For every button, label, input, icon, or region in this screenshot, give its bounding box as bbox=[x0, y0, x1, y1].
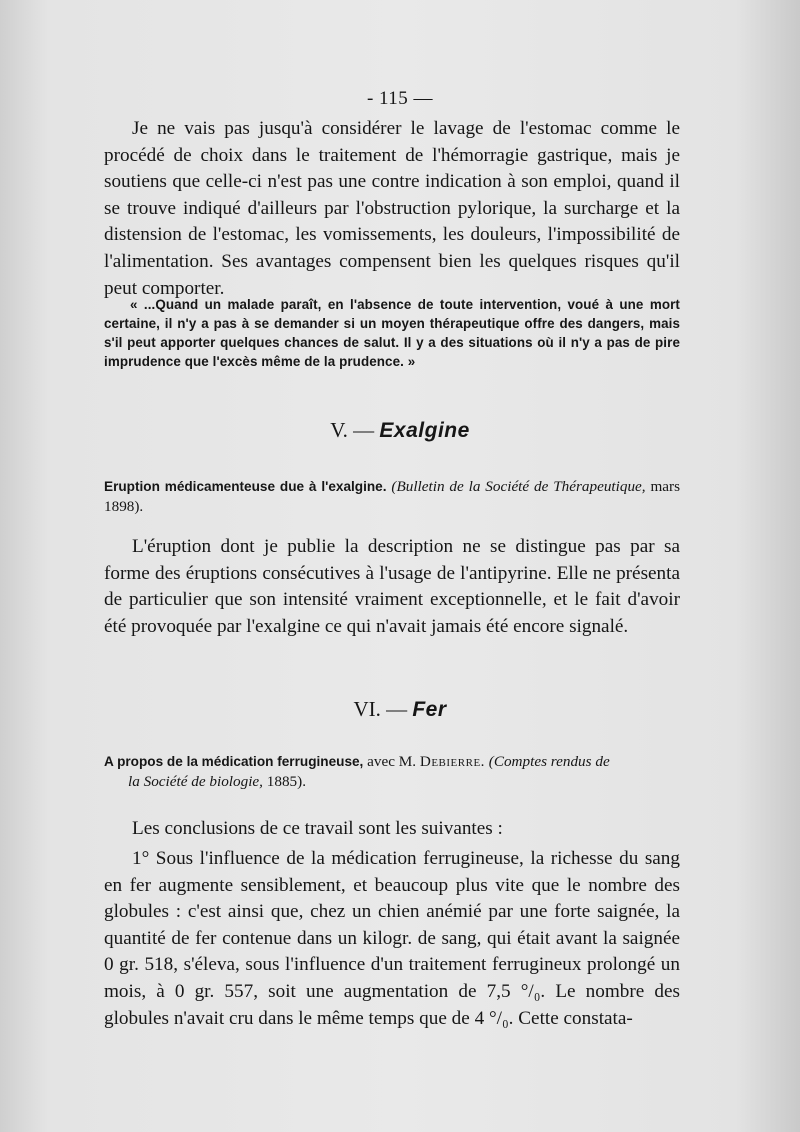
section-number: V. — bbox=[330, 418, 375, 442]
reference-date: 1885). bbox=[266, 773, 306, 790]
paragraph-hemorrhage: Je ne vais pas jusqu'à considérer le lavage de l'estomac comme le procédé de choix dans le traitement de l'hémorragie gastrique, mais je soutiens que celle-ci n'est pas une contre indication à son emploi, quand il se trouve indiqué d'ailleurs par l'obstruction pylorique, la surcharge et la distension de l'estomac, les vomissements, les douleurs, l'impossibilité de l'alimentation. Ses avantages compensent bien les quelques risques qu'il peut comporter. bbox=[104, 118, 680, 299]
reference-source: (Bulletin de la Société de Thérapeutique, bbox=[391, 478, 646, 495]
quotation-block: « ...Quand un malade paraît, en l'absence de toute intervention, voué à une mort certaine, il n'y a pas à se demander si un moyen thérapeutique offre des dangers, mais s'il peut apporter quelques chances de salut. Il y a des situations où il n'y a pas de pire imprudence que l'excès même de la prudence. » bbox=[104, 297, 680, 369]
page-number: - 115 — bbox=[366, 88, 434, 109]
reference-date: mars 1898). bbox=[104, 478, 681, 515]
reference-title: Eruption médicamenteuse due à l'exalgine. bbox=[104, 479, 387, 494]
reference-title: A propos de la médication ferrugineuse, bbox=[104, 754, 364, 769]
paragraph-eruption: L'éruption dont je publie la description ne se distingue pas par sa forme des éruptions consécutives à l'usage de l'antipyrine. Elle ne présenta de particulier que son intensité vraiment exceptionnelle, et le fait d'avoir été provoquée par l'exalgine ce qui n'avait jamais été encore signalé. bbox=[104, 536, 680, 637]
paragraph-conclusions-intro: Les conclusions de ce travail sont les suivantes : bbox=[132, 818, 503, 839]
section-title: Fer bbox=[412, 698, 447, 721]
section-heading-exalgine bbox=[0, 418, 800, 443]
reference-author: Debierre. bbox=[419, 753, 485, 770]
reference-source-cont: la Société de biologie, bbox=[128, 773, 263, 790]
section-number: VI. — bbox=[353, 697, 408, 721]
reference-exalgine bbox=[104, 477, 680, 517]
section-heading-fer bbox=[0, 697, 800, 722]
section-title: Exalgine bbox=[379, 419, 470, 442]
reference-source: (Comptes rendus de bbox=[488, 753, 610, 770]
paragraph-conclusion-1: 1° Sous l'influence de la médication ferrugineuse, la richesse du sang en fer augmente sensiblement, et beaucoup plus vite que le nombre des globules : c'est ainsi que, chez un chien anémié par une forte saignée, la quantité de fer contenue dans un kilogr. de sang, qui était avant la saignée 0 gr. 518, s'éleva, sous l'influence d'un traitement ferrugineux prolongé un mois, à 0 gr. 557, soit une augmentation de 7,5 °/₀. Le nombre des globules n'avait cru dans le même temps que de 4 °/₀. Cette constata- bbox=[104, 848, 680, 1029]
reference-fer bbox=[104, 752, 680, 792]
reference-with: avec M. bbox=[367, 753, 417, 770]
